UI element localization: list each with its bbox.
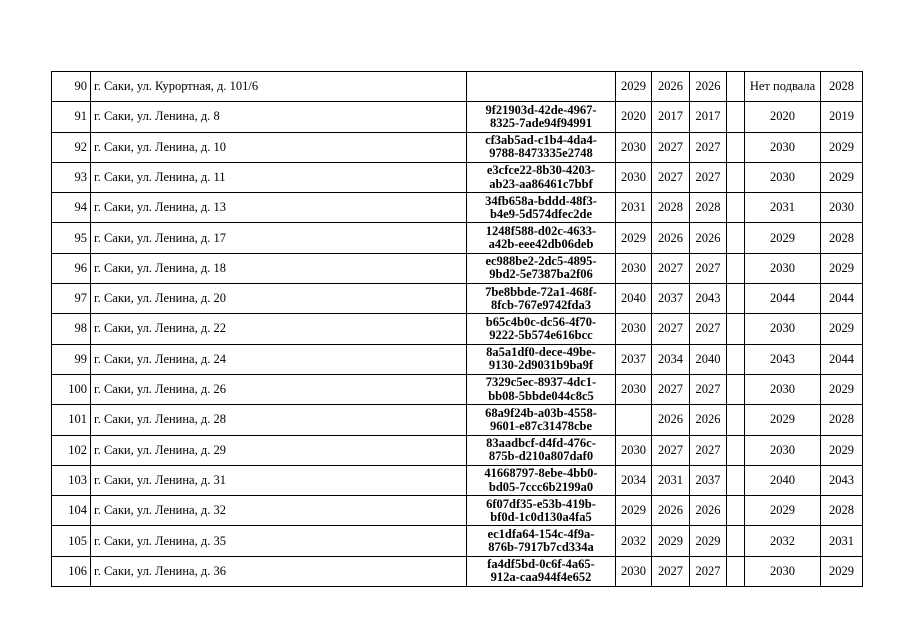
address-cell: г. Саки, ул. Ленина, д. 32 (91, 496, 467, 526)
table-row (52, 253, 863, 283)
building-id-line-2: 875b-d210a807daf0 (488, 449, 594, 464)
building-id-line-2: 8325-7ade94f94991 (489, 115, 593, 130)
table-row (52, 374, 863, 404)
table-row (52, 435, 863, 465)
empty-cell (727, 72, 745, 102)
year-cell-1: 2037 (616, 344, 652, 374)
building-id-line-2: 9bd2-5e7387ba2f06 (489, 267, 593, 282)
row-number-cell: 102 (52, 435, 91, 465)
year-cell-2: 2028 (652, 193, 690, 223)
table-row (52, 496, 863, 526)
year-cell-4: 2031 (745, 193, 821, 223)
year-cell-1: 2020 (616, 102, 652, 132)
year-cell-4: 2030 (745, 253, 821, 283)
table-row (52, 102, 863, 132)
year-cell-2: 2027 (652, 556, 690, 586)
year-cell-5: 2029 (821, 314, 863, 344)
building-id-line-2: bf0d-1c0d130a4fa5 (490, 509, 592, 524)
year-cell-4: 2040 (745, 465, 821, 495)
year-cell-1: 2034 (616, 465, 652, 495)
table-row (52, 223, 863, 253)
year-cell-5: 2029 (821, 253, 863, 283)
year-cell-4: 2044 (745, 284, 821, 314)
year-cell-2: 2027 (652, 314, 690, 344)
year-cell-5: 2029 (821, 556, 863, 586)
year-cell-4: 2029 (745, 223, 821, 253)
empty-cell (727, 435, 745, 465)
address-cell: г. Саки, ул. Ленина, д. 31 (91, 465, 467, 495)
building-id-line-2: 9222-5b574e616bcc (489, 328, 593, 343)
year-cell-4: 2030 (745, 556, 821, 586)
building-id-line-1: 1248f588-d02c-4633- (485, 224, 597, 238)
year-cell-4: 2030 (745, 314, 821, 344)
row-number-cell: 105 (52, 526, 91, 556)
year-cell-5: 2030 (821, 193, 863, 223)
table-row (52, 465, 863, 495)
address-cell: г. Саки, ул. Ленина, д. 18 (91, 253, 467, 283)
year-cell-5: 2044 (821, 344, 863, 374)
year-cell-1: 2029 (616, 496, 652, 526)
year-cell-3: 2026 (690, 223, 727, 253)
building-id-cell (467, 162, 616, 192)
year-cell-3: 2027 (690, 435, 727, 465)
table-row (52, 72, 863, 102)
year-cell-5: 2029 (821, 435, 863, 465)
row-number-cell: 98 (52, 314, 91, 344)
row-number-cell: 103 (52, 465, 91, 495)
year-cell-3: 2027 (690, 162, 727, 192)
year-cell-5: 2031 (821, 526, 863, 556)
building-id-line-1: 7be8bbde-72a1-468f- (485, 284, 597, 299)
empty-cell (727, 405, 745, 435)
building-id-cell (467, 72, 616, 102)
year-cell-2: 2027 (652, 253, 690, 283)
row-number-cell: 93 (52, 162, 91, 192)
building-id-cell (467, 314, 616, 344)
building-id-line-2: ab23-aa86461c7bbf (489, 176, 593, 191)
building-id-line-1: 7329c5ec-8937-4dc1- (485, 375, 597, 390)
table-body (52, 72, 863, 587)
building-id-line-1: 6f07df35-e53b-419b- (486, 496, 596, 511)
year-cell-1 (616, 405, 652, 435)
year-cell-1: 2030 (616, 253, 652, 283)
year-cell-2: 2027 (652, 132, 690, 162)
building-id-cell (467, 284, 616, 314)
year-cell-2: 2026 (652, 496, 690, 526)
year-cell-3: 2027 (690, 556, 727, 586)
year-cell-3: 2028 (690, 193, 727, 223)
empty-cell (727, 556, 745, 586)
address-cell: г. Саки, ул. Ленина, д. 8 (91, 102, 467, 132)
building-id-line-1: 83aadbcf-d4fd-476c- (486, 436, 596, 451)
building-id-cell (467, 132, 616, 162)
year-cell-4: 2030 (745, 132, 821, 162)
year-cell-5: 2028 (821, 496, 863, 526)
building-id-cell (467, 374, 616, 404)
year-cell-5: 2043 (821, 465, 863, 495)
table-row (52, 405, 863, 435)
year-cell-3: 2026 (690, 72, 727, 102)
year-cell-4: Нет подвала (745, 72, 821, 102)
year-cell-4: 2030 (745, 435, 821, 465)
address-cell: г. Саки, ул. Ленина, д. 24 (91, 344, 467, 374)
building-id-line-1: fa4df5bd-0c6f-4a65- (487, 557, 595, 572)
row-number-cell: 99 (52, 344, 91, 374)
empty-cell (727, 284, 745, 314)
year-cell-3: 2037 (690, 465, 727, 495)
address-cell: г. Саки, ул. Ленина, д. 20 (91, 284, 467, 314)
year-cell-5: 2028 (821, 405, 863, 435)
empty-cell (727, 374, 745, 404)
building-id-line-2: bb08-5bbde044c8c5 (488, 388, 594, 403)
year-cell-2: 2031 (652, 465, 690, 495)
year-cell-2: 2027 (652, 162, 690, 192)
building-id-line-2: bd05-7ccc6b2199a0 (488, 479, 594, 494)
building-id-cell (467, 526, 616, 556)
year-cell-5: 2019 (821, 102, 863, 132)
empty-cell (727, 132, 745, 162)
address-cell: г. Саки, ул. Ленина, д. 13 (91, 193, 467, 223)
empty-cell (727, 344, 745, 374)
year-cell-2: 2027 (652, 435, 690, 465)
building-id-line-1: 8a5a1df0-dece-49be- (486, 345, 596, 360)
building-id-line-1: 9f21903d-42de-4967- (485, 102, 597, 117)
year-cell-4: 2029 (745, 405, 821, 435)
building-id-cell (467, 344, 616, 374)
year-cell-2: 2029 (652, 526, 690, 556)
address-cell: г. Саки, ул. Ленина, д. 35 (91, 526, 467, 556)
row-number-cell: 96 (52, 253, 91, 283)
year-cell-5: 2029 (821, 162, 863, 192)
year-cell-5: 2044 (821, 284, 863, 314)
building-id-line-2: 9130-2d9031b9ba9f (488, 358, 594, 373)
year-cell-2: 2034 (652, 344, 690, 374)
year-cell-3: 2027 (690, 132, 727, 162)
year-cell-5: 2028 (821, 223, 863, 253)
year-cell-2: 2026 (652, 405, 690, 435)
year-cell-1: 2030 (616, 556, 652, 586)
year-cell-1: 2029 (616, 223, 652, 253)
building-id-line-2: 876b-7917b7cd334a (488, 540, 594, 555)
building-id-line-2: 9601-e87c31478cbe (489, 418, 593, 433)
address-cell: г. Саки, ул. Ленина, д. 26 (91, 374, 467, 404)
building-id-line-1: 68a9f24b-a03b-4558- (485, 405, 597, 420)
year-cell-2: 2027 (652, 374, 690, 404)
row-number-cell: 90 (52, 72, 91, 102)
address-cell: г. Саки, ул. Ленина, д. 36 (91, 556, 467, 586)
building-id-cell (467, 253, 616, 283)
housing-registry-table (51, 71, 863, 587)
building-id-line-1: ec988be2-2dc5-4895- (485, 254, 597, 269)
empty-cell (727, 526, 745, 556)
year-cell-2: 2026 (652, 223, 690, 253)
year-cell-1: 2030 (616, 374, 652, 404)
row-number-cell: 92 (52, 132, 91, 162)
row-number-cell: 100 (52, 374, 91, 404)
address-cell: г. Саки, ул. Ленина, д. 17 (91, 223, 467, 253)
building-id-line-1: cf3ab5ad-c1b4-4da4- (485, 133, 597, 148)
building-id-cell (467, 465, 616, 495)
building-id-cell (467, 496, 616, 526)
building-id-line-1: 41668797-8ebe-4bb0- (484, 466, 598, 481)
year-cell-1: 2030 (616, 162, 652, 192)
address-cell: г. Саки, ул. Ленина, д. 29 (91, 435, 467, 465)
year-cell-1: 2031 (616, 193, 652, 223)
year-cell-2: 2017 (652, 102, 690, 132)
row-number-cell: 97 (52, 284, 91, 314)
empty-cell (727, 162, 745, 192)
building-id-line-1: e3cfce22-8b30-4203- (486, 163, 596, 178)
year-cell-1: 2030 (616, 314, 652, 344)
row-number-cell: 95 (52, 223, 91, 253)
year-cell-4: 2029 (745, 496, 821, 526)
year-cell-4: 2032 (745, 526, 821, 556)
empty-cell (727, 102, 745, 132)
year-cell-3: 2026 (690, 496, 727, 526)
table-row (52, 556, 863, 586)
building-id-line-2: a42b-eee42db06deb (488, 237, 594, 252)
building-id-line-1: ec1dfa64-154c-4f9a- (487, 526, 595, 541)
table-row (52, 284, 863, 314)
year-cell-1: 2032 (616, 526, 652, 556)
year-cell-3: 2027 (690, 253, 727, 283)
table-row (52, 193, 863, 223)
table-row (52, 132, 863, 162)
year-cell-1: 2030 (616, 435, 652, 465)
building-id-cell (467, 223, 616, 253)
address-cell: г. Саки, ул. Курортная, д. 101/6 (91, 72, 467, 102)
address-cell: г. Саки, ул. Ленина, д. 28 (91, 405, 467, 435)
table-row (52, 162, 863, 192)
year-cell-4: 2043 (745, 344, 821, 374)
building-id-cell (467, 435, 616, 465)
row-number-cell: 94 (52, 193, 91, 223)
year-cell-3: 2027 (690, 374, 727, 404)
year-cell-2: 2037 (652, 284, 690, 314)
year-cell-1: 2029 (616, 72, 652, 102)
building-id-line-2: b4e9-5d574dfec2de (489, 206, 593, 221)
table-row (52, 314, 863, 344)
empty-cell (727, 223, 745, 253)
year-cell-1: 2030 (616, 132, 652, 162)
row-number-cell: 106 (52, 556, 91, 586)
year-cell-3: 2029 (690, 526, 727, 556)
empty-cell (727, 314, 745, 344)
year-cell-2: 2026 (652, 72, 690, 102)
empty-cell (727, 496, 745, 526)
building-id-line-1: 34fb658a-bddd-48f3- (485, 193, 597, 208)
year-cell-3: 2017 (690, 102, 727, 132)
year-cell-3: 2043 (690, 284, 727, 314)
row-number-cell: 104 (52, 496, 91, 526)
address-cell: г. Саки, ул. Ленина, д. 22 (91, 314, 467, 344)
year-cell-4: 2020 (745, 102, 821, 132)
building-id-cell (467, 405, 616, 435)
building-id-cell (467, 193, 616, 223)
year-cell-4: 2030 (745, 162, 821, 192)
building-id-line-1: b65c4b0c-dc56-4f70- (485, 314, 597, 329)
empty-cell (727, 193, 745, 223)
row-number-cell: 101 (52, 405, 91, 435)
empty-cell (727, 465, 745, 495)
building-id-cell (467, 556, 616, 586)
year-cell-5: 2029 (821, 132, 863, 162)
table-row (52, 344, 863, 374)
table-row (52, 526, 863, 556)
year-cell-5: 2028 (821, 72, 863, 102)
building-id-line-2: 912a-caa944f4e652 (490, 570, 592, 585)
year-cell-5: 2029 (821, 374, 863, 404)
building-id-line-2: 8fcb-767e9742fda3 (491, 297, 591, 312)
year-cell-1: 2040 (616, 284, 652, 314)
year-cell-3: 2026 (690, 405, 727, 435)
building-id-line-2: 9788-8473335e2748 (489, 146, 593, 161)
empty-cell (727, 253, 745, 283)
year-cell-4: 2030 (745, 374, 821, 404)
row-number-cell: 91 (52, 102, 91, 132)
year-cell-3: 2040 (690, 344, 727, 374)
address-cell: г. Саки, ул. Ленина, д. 10 (91, 132, 467, 162)
year-cell-3: 2027 (690, 314, 727, 344)
building-id-cell (467, 102, 616, 132)
address-cell: г. Саки, ул. Ленина, д. 11 (91, 162, 467, 192)
